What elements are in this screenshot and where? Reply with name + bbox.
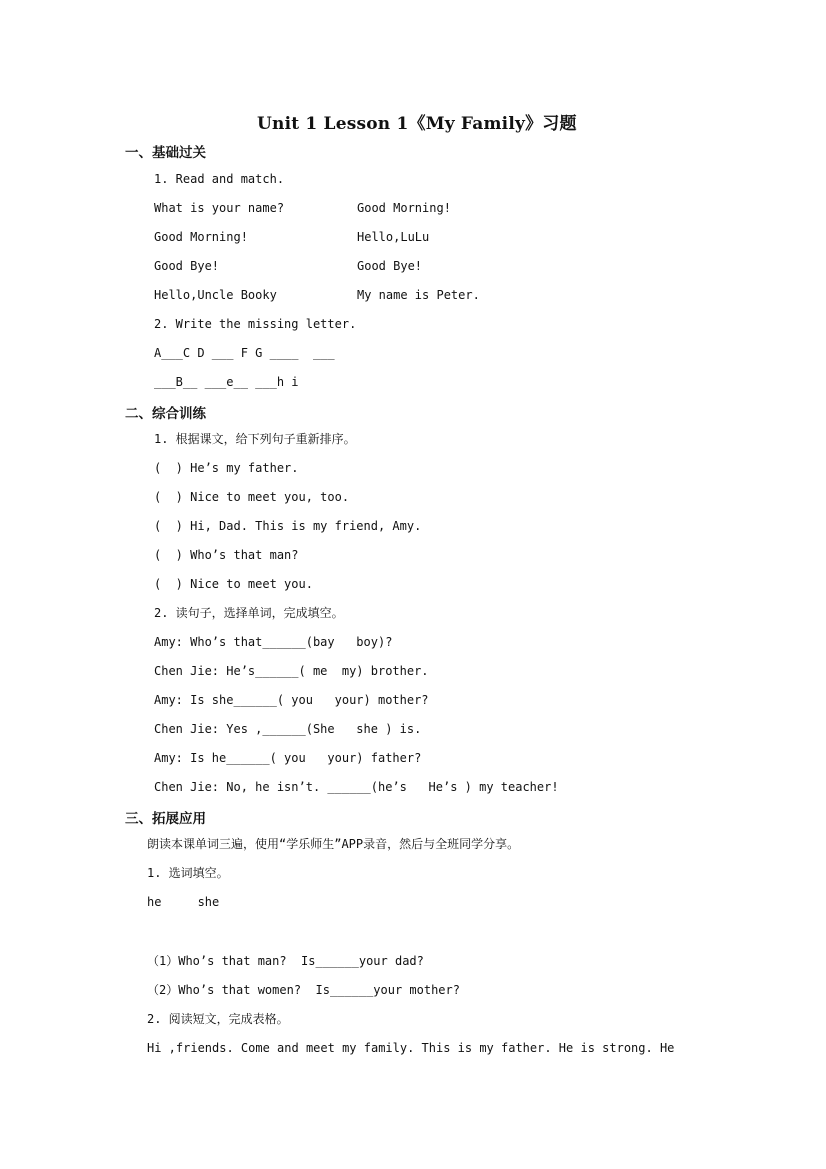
dialogue-line: Chen Jie: No, he isn’t. ______(he’s He’s ) my teacher! xyxy=(154,780,559,794)
dialogue-line: Amy: Who’s that______(bay boy)? xyxy=(154,635,393,649)
reading-passage: Hi ,friends. Come and meet my family. This is my father. He is strong. He xyxy=(147,1041,675,1055)
question-choose-word: 1. 选词填空。 xyxy=(147,866,229,880)
dialogue-line: Amy: Is he______( you your) father? xyxy=(154,751,422,765)
dialogue-line: Amy: Is she______( you your) mother? xyxy=(154,693,429,707)
dialogue-line: Chen Jie: He’s______( me my) brother. xyxy=(154,664,429,678)
word-bank: he she xyxy=(147,895,220,909)
match-left-item: Hello,Uncle Booky xyxy=(154,288,277,302)
match-right-item: My name is Peter. xyxy=(357,288,480,302)
letter-line: A___C D ___ F G ____ ___ xyxy=(154,346,335,360)
reorder-item: ( ) Who’s that man? xyxy=(154,548,299,562)
question-reading: 2. 阅读短文，完成表格。 xyxy=(147,1012,289,1026)
section-heading-1: 一、基础过关 xyxy=(125,145,206,161)
letter-line: ___B__ ___e__ ___h i xyxy=(154,375,299,389)
question-missing-letter: 2. Write the missing letter. xyxy=(154,317,357,331)
match-right-item: Good Morning! xyxy=(357,201,451,215)
reorder-item: ( ) Nice to meet you. xyxy=(154,577,313,591)
question-fill-blank: 2. 读句子，选择单词，完成填空。 xyxy=(154,606,344,620)
match-right-item: Hello,LuLu xyxy=(357,230,430,244)
match-right-item: Good Bye! xyxy=(357,259,423,273)
reorder-item: ( ) He’s my father. xyxy=(154,461,299,475)
match-left-item: Good Bye! xyxy=(154,259,220,273)
question-reorder: 1. 根据课文，给下列句子重新排序。 xyxy=(154,432,356,446)
intro-text: 朗读本课单词三遍，使用“学乐师生”APP录音，然后与全班同学分享。 xyxy=(147,837,520,851)
section-heading-2: 二、综合训练 xyxy=(125,406,206,422)
match-left-item: Good Morning! xyxy=(154,230,248,244)
section-heading-3: 三、拓展应用 xyxy=(125,811,206,827)
dialogue-line: Chen Jie: Yes ,______(She she ) is. xyxy=(154,722,422,736)
fill-item: （2）Who’s that women? Is______your mother? xyxy=(147,983,460,997)
reorder-item: ( ) Nice to meet you, too. xyxy=(154,490,350,504)
reorder-item: ( ) Hi, Dad. This is my friend, Amy. xyxy=(154,519,422,533)
match-left-item: What is your name? xyxy=(154,201,285,215)
question-read-and-match: 1. Read and match. xyxy=(154,172,285,186)
fill-item: （1）Who’s that man? Is______your dad? xyxy=(147,954,424,968)
page-title: Unit 1 Lesson 1《My Family》习题 xyxy=(257,114,577,134)
